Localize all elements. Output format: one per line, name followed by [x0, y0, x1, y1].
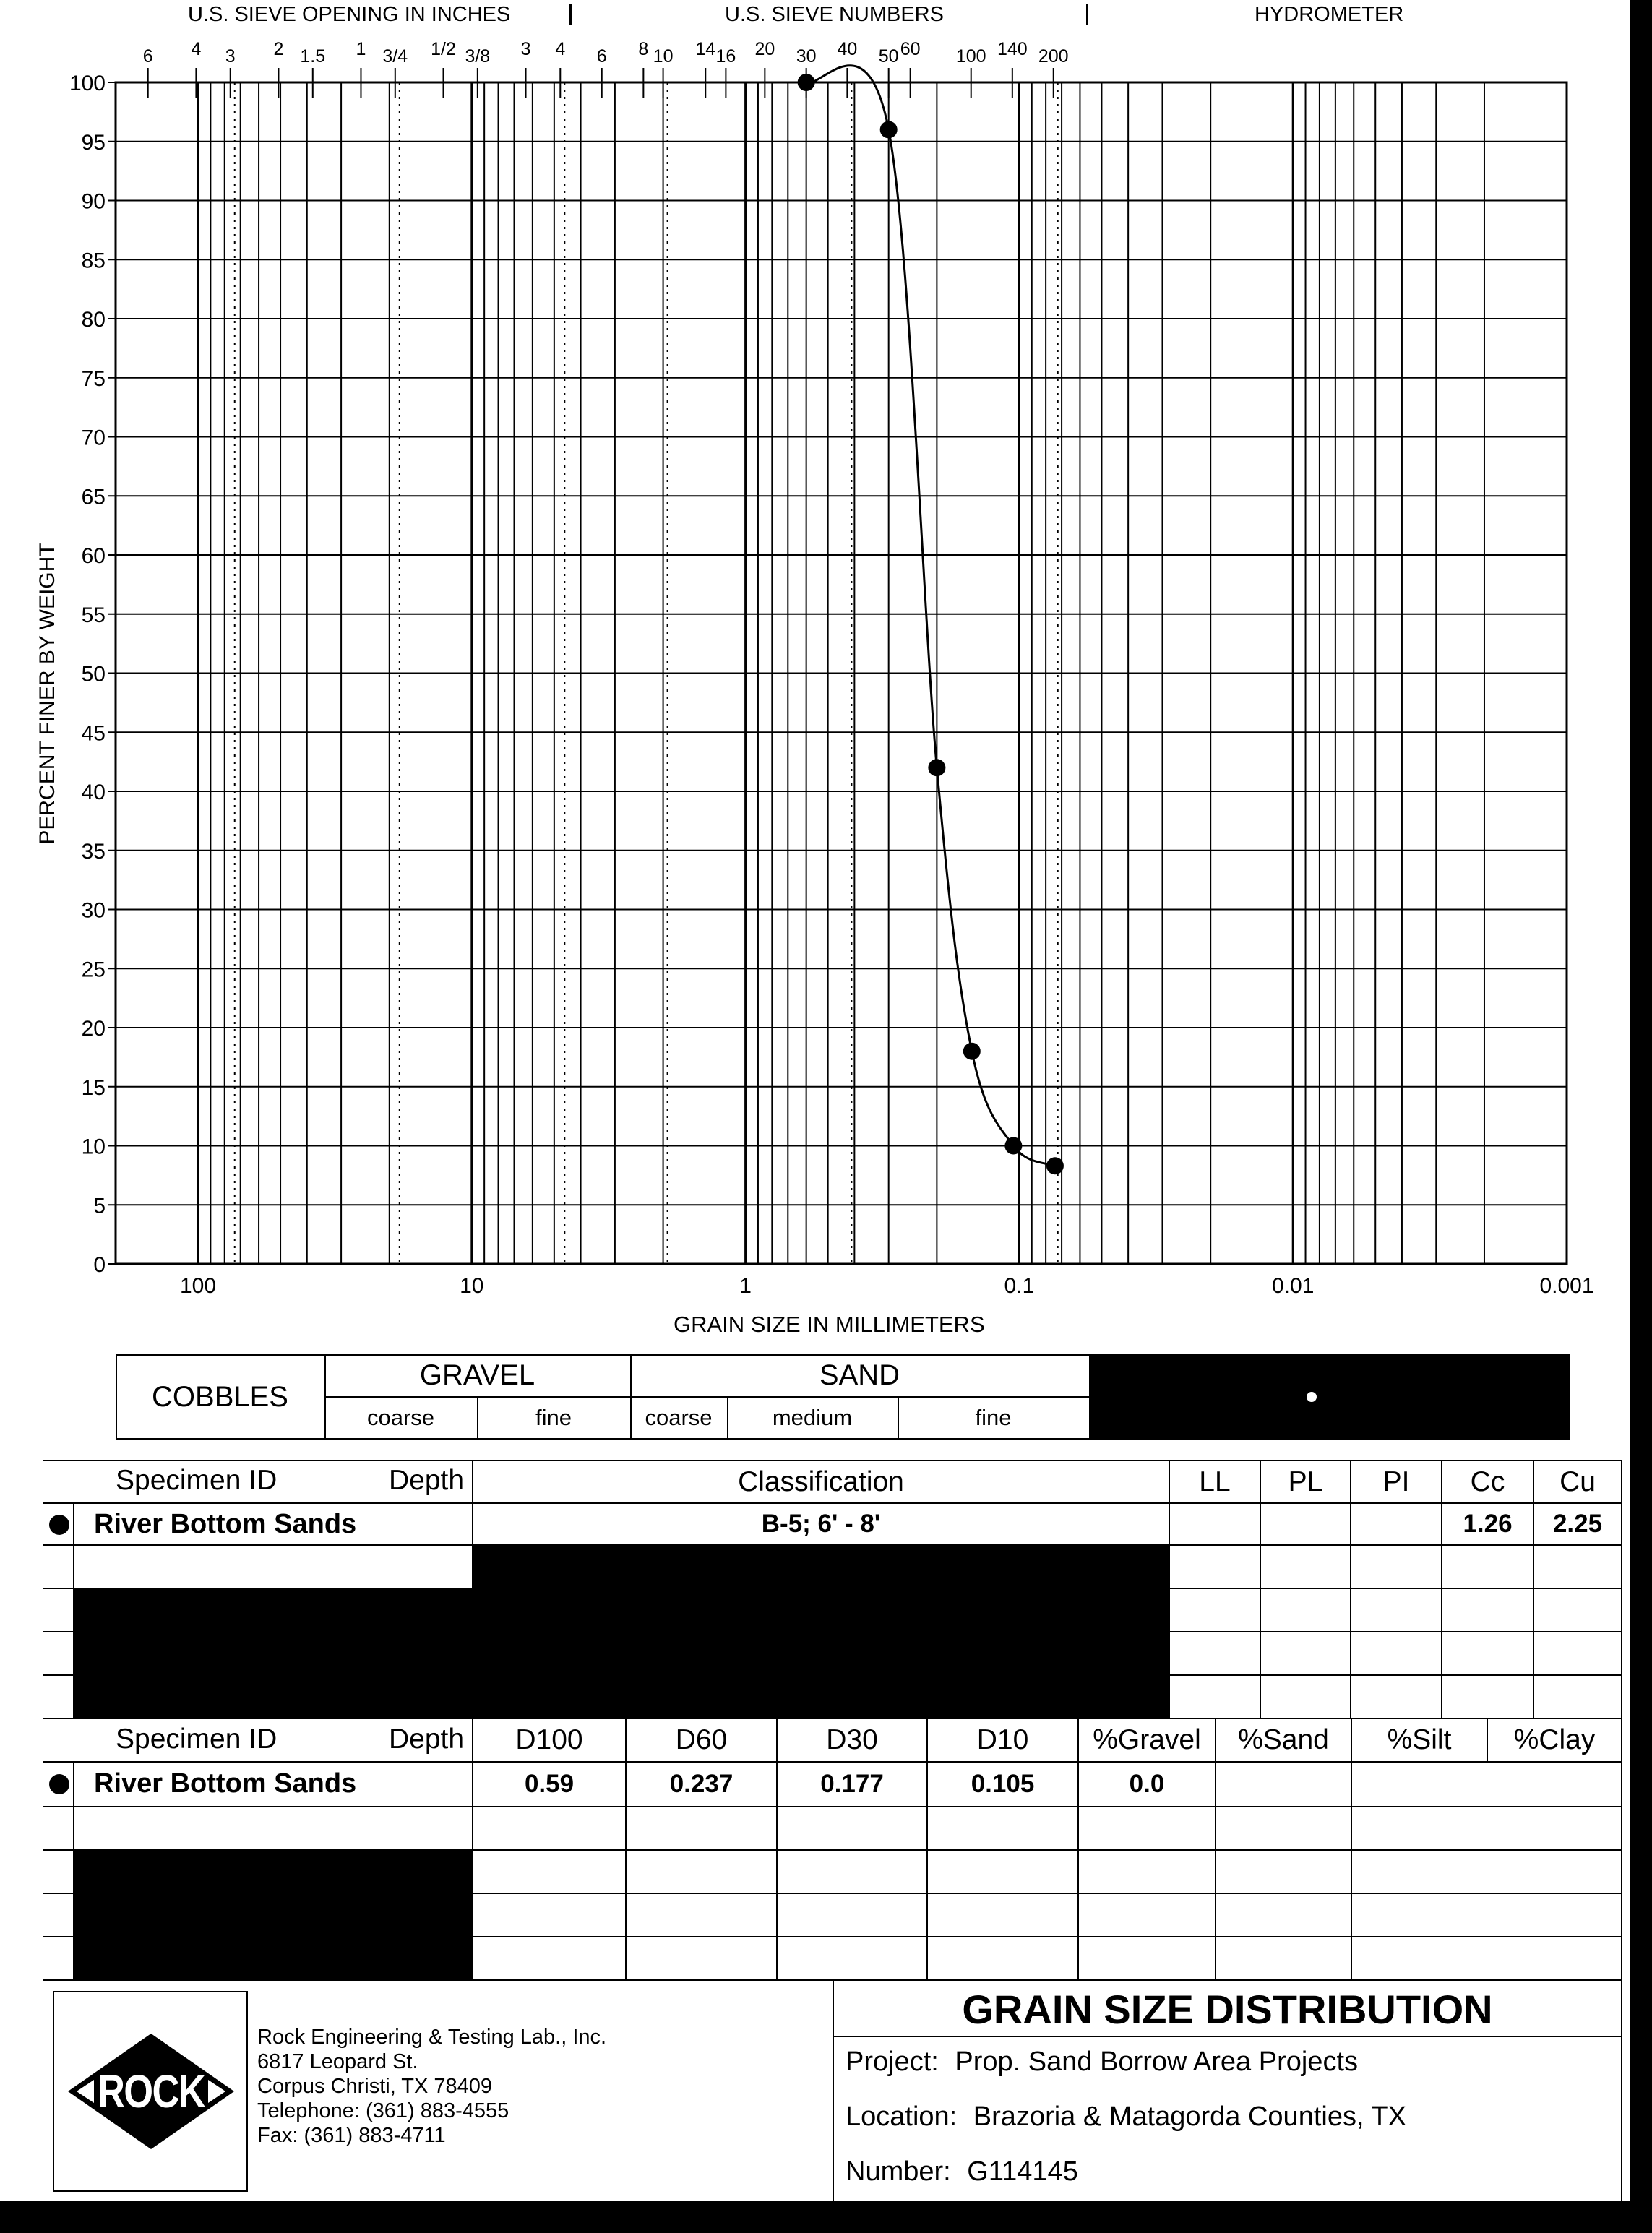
t2-d60-header: D60	[675, 1724, 728, 1755]
y-tick-label: 20	[81, 1017, 106, 1041]
company-fax: Fax: (361) 883-4711	[257, 2124, 446, 2147]
y-tick-label: 25	[81, 958, 106, 982]
y-tick-label: 70	[81, 426, 106, 450]
sieve-label: 3/4	[382, 46, 408, 66]
x-tick-label: 1	[739, 1274, 752, 1298]
sieve-label: 20	[754, 39, 775, 59]
company-street: 6817 Leopard St.	[257, 2050, 418, 2073]
redaction	[74, 1850, 473, 1980]
y-tick-label: 95	[81, 130, 106, 155]
t2-specimen-value: River Bottom Sands	[94, 1768, 357, 1799]
cobbles-label: COBBLES	[152, 1380, 288, 1413]
gravel-label: GRAVEL	[419, 1359, 535, 1391]
sieve-label: 1.5	[300, 46, 326, 66]
y-tick-label: 0	[93, 1253, 106, 1277]
y-tick-label: 15	[81, 1075, 106, 1100]
y-axis-label: PERCENT FINER BY WEIGHT	[35, 543, 59, 845]
t1-depth-header: Depth	[389, 1465, 465, 1496]
company-info	[257, 2025, 606, 2148]
t1-specimen-header: Specimen ID	[116, 1465, 278, 1496]
project-row	[846, 2047, 1358, 2078]
sand-fine-label: fine	[975, 1405, 1012, 1430]
t2-specimen-header: Specimen ID	[116, 1724, 278, 1755]
sieve-label: 3/8	[465, 46, 491, 66]
sand-coarse-label: coarse	[645, 1405, 713, 1430]
sieve-inches-header: U.S. SIEVE OPENING IN INCHES	[188, 3, 511, 26]
y-tick-label: 5	[93, 1194, 106, 1218]
sieve-label: 60	[900, 39, 921, 59]
y-tick-label: 80	[81, 308, 106, 332]
report-title: GRAIN SIZE DISTRIBUTION	[962, 1986, 1493, 2032]
t2-sand-header: %Sand	[1238, 1724, 1329, 1755]
y-tick-label: 100	[69, 72, 106, 95]
t2-depth-header: Depth	[389, 1724, 465, 1755]
sieve-label: 2	[273, 39, 284, 59]
company-city: Corpus Christi, TX 78409	[257, 2075, 493, 2098]
sieve-label: 14	[695, 39, 716, 59]
company-telephone: Telephone: (361) 883-4555	[257, 2099, 509, 2122]
number-value: G114145	[967, 2156, 1078, 2187]
y-tick-label: 40	[81, 780, 106, 804]
sieve-label: 3	[225, 46, 236, 66]
sand-label: SAND	[819, 1359, 900, 1391]
sieve-label: 100	[955, 46, 986, 66]
x-tick-label: 100	[179, 1274, 217, 1298]
t2-d10-header: D10	[976, 1724, 1029, 1755]
sieve-label: 30	[796, 46, 817, 66]
number-row	[846, 2156, 1078, 2187]
y-tick-label: 60	[81, 544, 106, 568]
y-tick-label: 10	[81, 1135, 106, 1159]
rock-logo-text: ROCK	[98, 2065, 205, 2117]
y-tick-label: 55	[81, 603, 106, 627]
series-marker-icon	[49, 1515, 69, 1535]
t1-cc-value: 1.26	[1463, 1510, 1513, 1538]
sand-medium-label: medium	[772, 1405, 853, 1430]
sieve-label: 16	[715, 46, 736, 66]
location-label: Location:	[846, 2101, 958, 2132]
t1-cu-header: Cu	[1559, 1466, 1596, 1497]
y-tick-label: 30	[81, 898, 106, 923]
t1-pi-header: PI	[1382, 1466, 1410, 1497]
x-axis-label: GRAIN SIZE IN MILLIMETERS	[674, 1312, 985, 1337]
sieve-label: 140	[997, 39, 1028, 59]
t2-silt-header: %Silt	[1387, 1724, 1452, 1755]
t1-classification-value: B-5; 6' - 8'	[761, 1510, 881, 1538]
gravel-fine-label: fine	[535, 1405, 572, 1430]
number-label: Number:	[846, 2156, 951, 2187]
location-value: Brazoria & Matagorda Counties, TX	[973, 2101, 1406, 2132]
t2-d30-header: D30	[826, 1724, 878, 1755]
gravel-coarse-label: coarse	[366, 1405, 435, 1430]
project-value: Prop. Sand Borrow Area Projects	[955, 2047, 1358, 2077]
t1-ll-header: LL	[1199, 1466, 1231, 1497]
t1-cu-value: 2.25	[1552, 1510, 1603, 1538]
location-row	[846, 2101, 1406, 2133]
redaction	[74, 1588, 473, 1718]
y-tick-label: 85	[81, 249, 106, 273]
company-name: Rock Engineering & Testing Lab., Inc.	[257, 2026, 607, 2049]
t2-d10-value: 0.105	[971, 1770, 1035, 1798]
y-tick-label: 90	[81, 189, 106, 214]
y-tick-label: 75	[81, 366, 106, 391]
x-tick-label: 10	[460, 1274, 484, 1298]
t1-cc-header: Cc	[1470, 1466, 1505, 1497]
project-label: Project:	[846, 2047, 939, 2077]
x-tick-label: 0.001	[1539, 1274, 1594, 1298]
y-tick-label: 50	[81, 662, 106, 687]
sieve-label: 1/2	[431, 39, 456, 59]
t1-specimen-value: River Bottom Sands	[94, 1509, 357, 1539]
y-tick-label: 45	[81, 721, 106, 746]
y-tick-label: 35	[81, 839, 106, 864]
sieve-label: 4	[191, 39, 202, 59]
sieve-numbers-header: U.S. SIEVE NUMBERS	[725, 3, 944, 26]
sieve-label: 50	[878, 46, 899, 66]
t2-gravel-header: %Gravel	[1093, 1724, 1201, 1755]
sieve-label: 3	[520, 39, 531, 59]
y-tick-label: 65	[81, 485, 106, 509]
sieve-label: 6	[596, 46, 607, 66]
t2-clay-header: %Clay	[1513, 1724, 1596, 1755]
x-tick-label: 0.01	[1272, 1274, 1315, 1298]
t2-d100-header: D100	[515, 1724, 583, 1755]
t1-classification-header: Classification	[738, 1466, 904, 1497]
sieve-label: 200	[1038, 46, 1069, 66]
t1-pl-header: PL	[1288, 1466, 1323, 1497]
redaction	[473, 1545, 1169, 1718]
sieve-label: 6	[142, 46, 153, 66]
sieve-label: 40	[837, 39, 858, 59]
sieve-label: 10	[653, 46, 674, 66]
x-tick-label: 0.1	[1004, 1274, 1035, 1298]
series-marker-icon	[49, 1774, 69, 1794]
sieve-label: 8	[638, 39, 649, 59]
t2-gravel-value: 0.0	[1129, 1770, 1165, 1798]
sieve-label: 4	[555, 39, 566, 59]
t2-d100-value: 0.59	[524, 1770, 575, 1798]
t2-d30-value: 0.177	[820, 1770, 884, 1798]
t2-d60-value: 0.237	[669, 1770, 733, 1798]
sieve-label: 1	[356, 39, 366, 59]
hydrometer-header: HYDROMETER	[1255, 3, 1404, 26]
